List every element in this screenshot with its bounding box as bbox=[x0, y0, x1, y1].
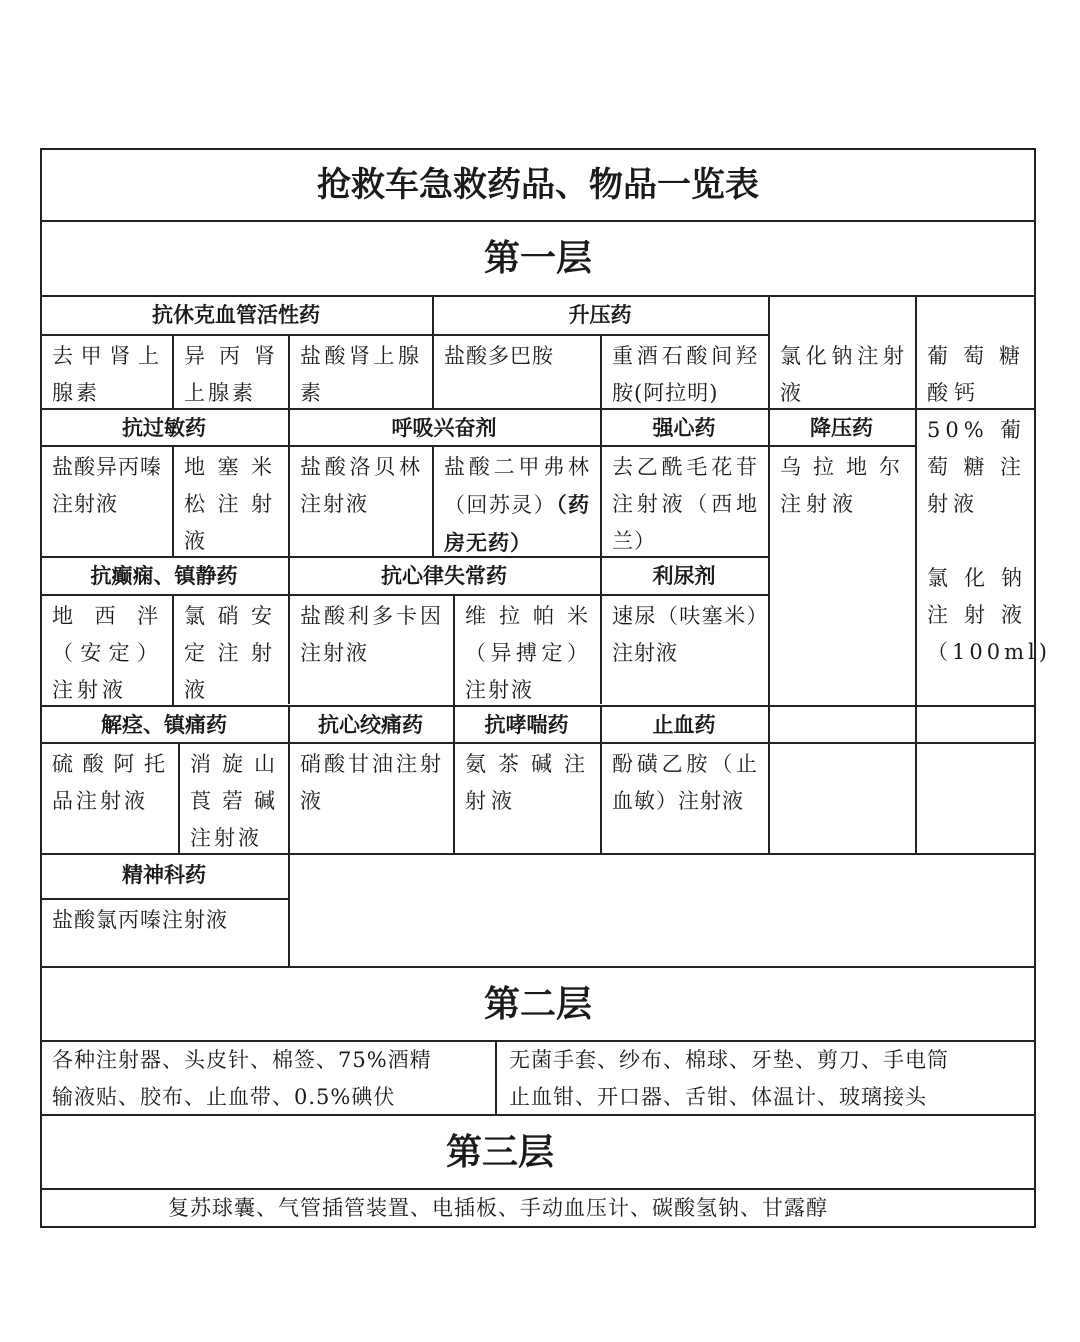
drug-epinephrine: 去甲肾上腺素 bbox=[52, 344, 162, 405]
category-anti-shock: 抗休克血管活性药 bbox=[152, 302, 320, 327]
drug-dimefline-note: （药房无药） bbox=[444, 492, 591, 555]
drug-dimefline-name: 盐酸二甲弗林（回苏灵） bbox=[444, 455, 590, 517]
drug-clonazepam: 氯硝安定注射液 bbox=[184, 604, 278, 702]
drug-lidocaine: 盐酸利多卡因注射液 bbox=[300, 604, 443, 665]
drug-lobeline: 盐酸洛贝林注射液 bbox=[300, 455, 422, 516]
layer-2-supplies-right bbox=[497, 1042, 1036, 1116]
drug-dopamine: 盐酸多巴胺 bbox=[444, 344, 554, 368]
drug-aminophylline: 氨茶碱注射液 bbox=[465, 752, 590, 813]
drug-chlorpromazine: 盐酸氯丙嗪注射液 bbox=[52, 908, 228, 932]
category-vasopressor: 升压药 bbox=[568, 302, 632, 327]
drug-etamsylate: 酚磺乙胺（止血敏）注射液 bbox=[612, 752, 758, 813]
supplies-left-line-1: 各种注射器、头皮针、棉签、75%酒精 bbox=[52, 1048, 432, 1072]
layer-3-items: 复苏球囊、气管插管装置、电插板、手动血压计、碳酸氢钠、甘露醇 bbox=[168, 1196, 828, 1220]
supplies-right-line-1: 无菌手套、纱布、棉球、牙垫、剪刀、手电筒 bbox=[509, 1048, 949, 1072]
category-antianginal: 抗心绞痛药 bbox=[318, 712, 423, 737]
drug-dimefline bbox=[432, 447, 600, 562]
drug-saline: 氯化钠注射液 bbox=[780, 344, 905, 405]
layer-1-heading: 第一层 bbox=[483, 237, 592, 279]
category-diuretic: 利尿剂 bbox=[652, 563, 716, 588]
drug-dexamethasone: 地塞米松注射液 bbox=[184, 455, 278, 553]
drug-adrenaline: 盐酸肾上腺素 bbox=[300, 344, 422, 405]
page-title: 抢救车急救药品、物品一览表 bbox=[317, 165, 759, 205]
drug-isoproterenol: 异丙肾上腺素 bbox=[184, 344, 278, 405]
category-antispasmodic: 解痉、镇痛药 bbox=[101, 712, 227, 737]
category-antiarrhythmic: 抗心律失常药 bbox=[381, 563, 507, 588]
drug-anisodamine: 消旋山莨菪碱注射液 bbox=[190, 752, 278, 850]
category-psychiatric: 精神科药 bbox=[122, 862, 206, 887]
drug-furosemide: 速尿（呋塞米）注射液 bbox=[612, 604, 758, 665]
category-cardiotonic: 强心药 bbox=[652, 415, 716, 440]
drug-calcium-gluconate: 葡萄糖酸钙 bbox=[927, 344, 1026, 405]
layer-2-heading: 第二层 bbox=[483, 983, 592, 1025]
category-hemostatic: 止血药 bbox=[652, 712, 716, 737]
drug-urapidil: 乌拉地尔注射液 bbox=[780, 455, 905, 516]
drug-nitroglycerin: 硝酸甘油注射液 bbox=[300, 752, 443, 813]
category-antiasthmatic: 抗哮喘药 bbox=[484, 712, 569, 737]
drug-glucose-50: 50%葡萄糖注射液 bbox=[927, 418, 1026, 516]
category-antiepileptic: 抗癫痫、镇静药 bbox=[90, 563, 238, 588]
drug-atropine: 硫酸阿托品注射液 bbox=[52, 752, 168, 813]
drug-metaraminol: 重酒石酸间羟胺(阿拉明) bbox=[612, 344, 758, 405]
drug-deslanoside: 去乙酰毛花苷注射液（西地兰） bbox=[612, 455, 758, 553]
drug-saline-100ml: 氯化钠注射液（100ml) bbox=[927, 566, 1051, 664]
drug-verapamil: 维拉帕米（异搏定）注射液 bbox=[465, 604, 590, 702]
supplies-left-line-2: 输液贴、胶布、止血带、0.5%碘伏 bbox=[52, 1085, 396, 1109]
layer-3-heading: 第三层 bbox=[445, 1131, 554, 1173]
category-anti-allergy: 抗过敏药 bbox=[122, 415, 206, 440]
drug-promethazine: 盐酸异丙嗪注射液 bbox=[52, 455, 162, 516]
category-antihypertensive: 降压药 bbox=[810, 415, 873, 440]
category-respiratory-stimulant: 呼吸兴奋剂 bbox=[391, 415, 497, 440]
drug-diazepam: 地西泮（安定）注射液 bbox=[52, 604, 162, 702]
supplies-right-line-2: 止血钳、开口器、舌钳、体温计、玻璃接头 bbox=[509, 1085, 927, 1109]
layer-2-supplies-left bbox=[40, 1042, 495, 1116]
